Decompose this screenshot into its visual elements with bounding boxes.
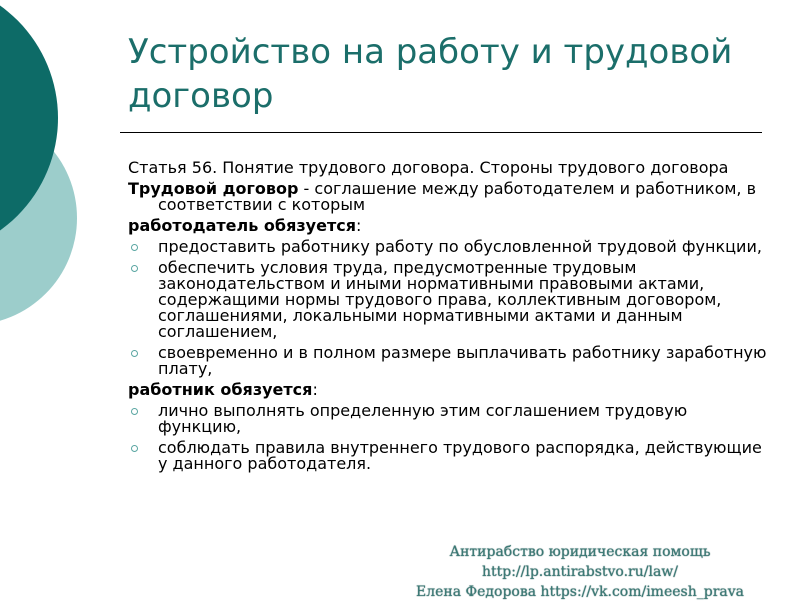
list-item: [128, 345, 768, 377]
employer-heading-colon: :: [355, 216, 362, 235]
article-heading: Статья 56. Понятие трудового договора. Стороны трудового договора: [128, 158, 729, 177]
employee-heading: [128, 382, 768, 398]
list-item: [128, 440, 768, 472]
definition-paragraph: [128, 181, 768, 213]
employee-duty-2: соблюдать правила внутреннего трудового распорядка, действующие у данного работодателя.: [158, 438, 762, 473]
list-item: [128, 403, 768, 435]
title-divider: [120, 132, 762, 133]
hollow-circle-bullet-icon: [131, 350, 138, 357]
list-item: [128, 239, 768, 255]
employee-heading-colon: :: [312, 380, 318, 399]
employer-heading-text: работодатель обязуется: [128, 216, 356, 235]
slide-body: [128, 160, 768, 477]
hollow-circle-bullet-icon: [131, 244, 138, 251]
employee-heading-text: работник обязуется: [128, 380, 313, 399]
footer-credits: [360, 542, 800, 602]
list-item: [128, 260, 768, 340]
hollow-circle-bullet-icon: [131, 445, 138, 452]
hollow-circle-bullet-icon: [131, 408, 138, 415]
footer-line-2: Елена Федорова https://vk.com/imeesh_prava: [415, 584, 744, 600]
employer-duty-2: обеспечить условия труда, предусмотренные трудовым законодательством и иными нормативными правовыми актами, содержащими нормы трудового права, коллективным договором, соглашениями, локальными нормативными актами и данным соглашением,: [158, 258, 722, 341]
employer-duty-3: своевременно и в полном размере выплачивать работнику заработную плату,: [158, 343, 767, 378]
employer-duty-1: предоставить работнику работу по обусловленной трудовой функции,: [158, 237, 762, 256]
definition-text: - соглашение между работодателем и работником, в соответствии с которым: [158, 179, 757, 214]
definition-term: Трудовой договор: [128, 179, 299, 198]
footer-line-1: Антирабство юридическая помощь http://lp.antirabstvo.ru/law/: [449, 544, 711, 580]
decorative-circles: [0, 0, 120, 340]
hollow-circle-bullet-icon: [131, 265, 138, 272]
employee-duty-1: лично выполнять определенную этим соглашением трудовую функцию,: [158, 401, 688, 436]
slide-title: Устройство на работу и трудовой договор: [128, 32, 733, 116]
employer-heading: [128, 218, 768, 234]
